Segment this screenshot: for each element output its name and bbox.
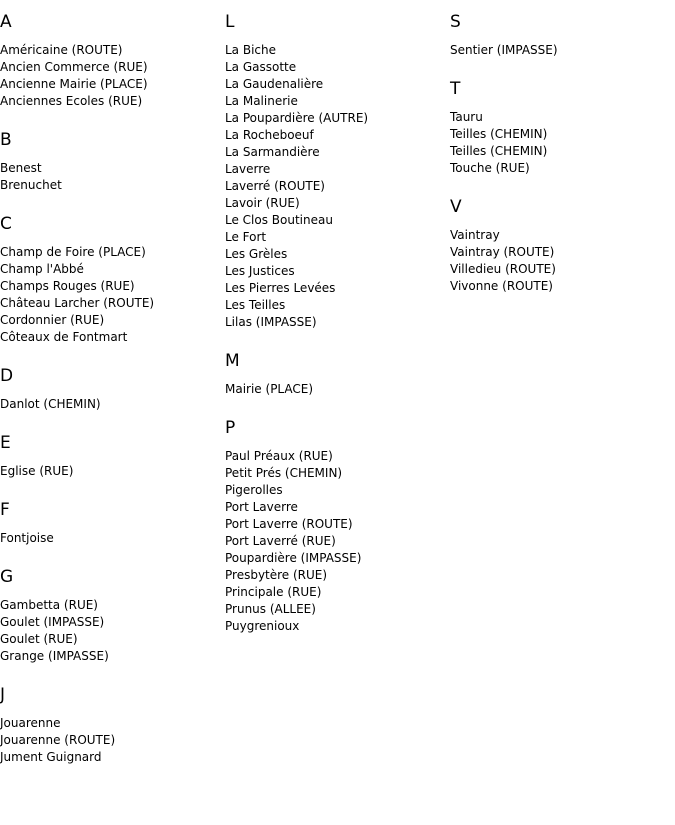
index-column-1 (0, 0, 225, 786)
street-link-teilles-chemin[interactable]: Teilles (CHEMIN) (450, 144, 548, 158)
street-link-port-laverre-rue[interactable]: Port Laverré (RUE) (225, 534, 336, 548)
street-link-anciennes-ecoles-rue[interactable]: Anciennes Ecoles (RUE) (0, 94, 143, 108)
street-link-goulet-rue[interactable]: Goulet (RUE) (0, 632, 78, 646)
street-list-v (450, 227, 675, 295)
letter-heading-t: T (450, 79, 461, 99)
street-list-m (225, 381, 450, 398)
street-link-fontjoise[interactable]: Fontjoise (0, 531, 54, 545)
street-link-prunus-allee[interactable]: Prunus (ALLEE) (225, 602, 316, 616)
street-link-petit-pres-chemin[interactable]: Petit Prés (CHEMIN) (225, 466, 343, 480)
street-link-lilas-impasse[interactable]: Lilas (IMPASSE) (225, 315, 317, 329)
street-link-les-pierres-levees[interactable]: Les Pierres Levées (225, 281, 336, 295)
street-link-touche-rue[interactable]: Touche (RUE) (450, 161, 530, 175)
street-link-tauru[interactable]: Tauru (450, 110, 483, 124)
street-link-villedieu-route[interactable]: Villedieu (ROUTE) (450, 262, 556, 276)
street-link-jouarenne[interactable]: Jouarenne (0, 716, 61, 730)
street-link-paul-preaux-rue[interactable]: Paul Préaux (RUE) (225, 449, 333, 463)
letter-group-d (0, 366, 225, 413)
street-list-t (450, 109, 675, 177)
street-link-danlot-chemin[interactable]: Danlot (CHEMIN) (0, 397, 101, 411)
street-list-p (225, 448, 450, 635)
street-list-l (225, 42, 450, 331)
street-link-jument-guignard[interactable]: Jument Guignard (0, 750, 102, 764)
street-link-principale-rue[interactable]: Principale (RUE) (225, 585, 322, 599)
letter-heading-p: P (225, 418, 236, 438)
street-link-laverre-route[interactable]: Laverré (ROUTE) (225, 179, 325, 193)
letter-heading-f: F (0, 500, 10, 520)
letter-heading-e: E (0, 433, 11, 453)
street-list-b (0, 160, 225, 194)
letter-group-v (450, 197, 675, 295)
street-link-gambetta-rue[interactable]: Gambetta (RUE) (0, 598, 98, 612)
street-link-puygrenioux[interactable]: Puygrenioux (225, 619, 300, 633)
letter-group-m (225, 351, 450, 398)
street-link-mairie-place[interactable]: Mairie (PLACE) (225, 382, 314, 396)
street-link-presbytere-rue[interactable]: Presbytère (RUE) (225, 568, 328, 582)
street-link-la-gaudenaliere[interactable]: La Gaudenalière (225, 77, 324, 91)
letter-heading-v: V (450, 197, 462, 217)
street-link-brenuchet[interactable]: Brenuchet (0, 178, 62, 192)
street-link-la-malinerie[interactable]: La Malinerie (225, 94, 298, 108)
street-link-teilles-chemin[interactable]: Teilles (CHEMIN) (450, 127, 548, 141)
street-link-la-biche[interactable]: La Biche (225, 43, 277, 57)
letter-heading-l: L (225, 12, 235, 32)
street-link-champ-l-abbe[interactable]: Champ l'Abbé (0, 262, 84, 276)
street-list-s (450, 42, 675, 59)
street-link-vaintray-route[interactable]: Vaintray (ROUTE) (450, 245, 555, 259)
letter-heading-m: M (225, 351, 240, 371)
street-link-sentier-impasse[interactable]: Sentier (IMPASSE) (450, 43, 558, 57)
street-list-f (0, 530, 225, 547)
street-link-port-laverre[interactable]: Port Laverre (225, 500, 298, 514)
letter-heading-s: S (450, 12, 461, 32)
street-link-grange-impasse[interactable]: Grange (IMPASSE) (0, 649, 109, 663)
street-link-champs-rouges-rue[interactable]: Champs Rouges (RUE) (0, 279, 135, 293)
street-link-jouarenne-route[interactable]: Jouarenne (ROUTE) (0, 733, 116, 747)
index-column-3 (450, 0, 675, 315)
street-list-j (0, 715, 225, 766)
letter-group-b (0, 130, 225, 194)
street-link-benest[interactable]: Benest (0, 161, 42, 175)
street-link-le-clos-boutineau[interactable]: Le Clos Boutineau (225, 213, 333, 227)
street-link-la-sarmandiere[interactable]: La Sarmandière (225, 145, 320, 159)
index-column-2 (225, 0, 450, 655)
letter-heading-a: A (0, 12, 12, 32)
street-list-d (0, 396, 225, 413)
street-link-les-teilles[interactable]: Les Teilles (225, 298, 286, 312)
letter-heading-d: D (0, 366, 14, 386)
street-link-pigerolles[interactable]: Pigerolles (225, 483, 283, 497)
street-link-la-rocheboeuf[interactable]: La Rocheboeuf (225, 128, 314, 142)
letter-heading-j: J (0, 685, 6, 705)
letter-group-c (0, 214, 225, 346)
street-link-ancienne-mairie-place[interactable]: Ancienne Mairie (PLACE) (0, 77, 148, 91)
street-link-les-greles[interactable]: Les Grèles (225, 247, 288, 261)
street-link-goulet-impasse[interactable]: Goulet (IMPASSE) (0, 615, 105, 629)
letter-group-e (0, 433, 225, 480)
letter-group-f (0, 500, 225, 547)
street-link-les-justices[interactable]: Les Justices (225, 264, 295, 278)
street-list-c (0, 244, 225, 346)
letter-heading-g: G (0, 567, 14, 587)
street-link-coteaux-de-fontmart[interactable]: Côteaux de Fontmart (0, 330, 128, 344)
street-link-laverre[interactable]: Laverre (225, 162, 271, 176)
street-link-le-fort[interactable]: Le Fort (225, 230, 267, 244)
street-link-vivonne-route[interactable]: Vivonne (ROUTE) (450, 279, 553, 293)
letter-heading-b: B (0, 130, 12, 150)
street-link-lavoir-rue[interactable]: Lavoir (RUE) (225, 196, 300, 210)
street-link-poupardiere-impasse[interactable]: Poupardière (IMPASSE) (225, 551, 362, 565)
letter-group-g (0, 567, 225, 665)
street-link-eglise-rue[interactable]: Eglise (RUE) (0, 464, 74, 478)
letter-group-s (450, 12, 675, 59)
letter-group-j (0, 685, 225, 766)
street-link-la-gassotte[interactable]: La Gassotte (225, 60, 297, 74)
letter-group-p (225, 418, 450, 635)
letter-group-l (225, 12, 450, 331)
street-list-a (0, 42, 225, 110)
street-link-la-poupardiere-autre[interactable]: La Poupardière (AUTRE) (225, 111, 369, 125)
street-list-e (0, 463, 225, 480)
street-list-g (0, 597, 225, 665)
street-link-ancien-commerce-rue[interactable]: Ancien Commerce (RUE) (0, 60, 148, 74)
street-link-champ-de-foire-place[interactable]: Champ de Foire (PLACE) (0, 245, 146, 259)
letter-group-a (0, 12, 225, 110)
street-link-cordonnier-rue[interactable]: Cordonnier (RUE) (0, 313, 105, 327)
street-link-americaine-route[interactable]: Américaine (ROUTE) (0, 43, 123, 57)
letter-heading-c: C (0, 214, 12, 234)
street-link-chateau-larcher-route[interactable]: Château Larcher (ROUTE) (0, 296, 155, 310)
street-link-vaintray[interactable]: Vaintray (450, 228, 500, 242)
letter-group-t (450, 79, 675, 177)
street-link-port-laverre-route[interactable]: Port Laverre (ROUTE) (225, 517, 353, 531)
